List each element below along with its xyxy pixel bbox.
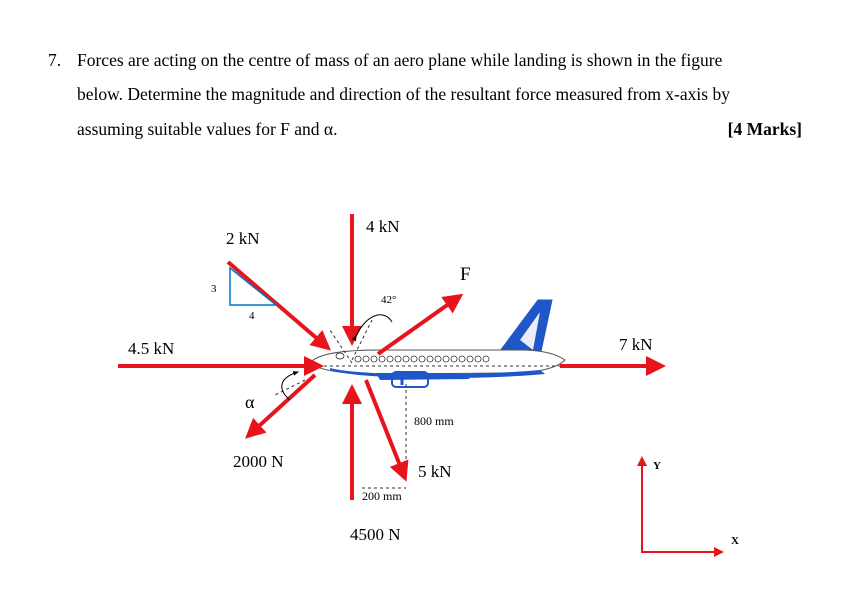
label-F: F xyxy=(460,264,471,285)
angle-arc-42 xyxy=(356,315,392,336)
label-4kN: 4 kN xyxy=(366,217,400,236)
question-number: 7. xyxy=(48,50,62,70)
marks-label: [4 Marks] xyxy=(727,119,802,139)
question-line-2: below. Determine the magnitude and direction of the resultant force measured from x-axis by xyxy=(77,84,730,104)
plane-tail-fin xyxy=(497,300,552,356)
question-line-3: assuming suitable values for F and α. xyxy=(77,119,338,139)
label-800mm: 800 mm xyxy=(414,414,454,428)
y-axis-label: Y xyxy=(653,460,661,472)
label-7kN: 7 kN xyxy=(619,335,653,354)
triangle-side-4: 4 xyxy=(249,310,255,322)
plane-wing xyxy=(376,373,470,380)
label-alpha: α xyxy=(245,392,255,412)
arrow-5kN xyxy=(366,380,405,478)
label-4500N: 4500 N xyxy=(350,525,401,544)
reference-axes xyxy=(641,458,739,552)
question-line-1: Forces are acting on the centre of mass of an aero plane while landing is shown in the figure xyxy=(77,50,723,70)
triangle-side-3: 3 xyxy=(211,283,217,295)
arrow-2000N xyxy=(248,375,315,436)
x-axis-label: X xyxy=(731,535,739,547)
construction-lines xyxy=(275,320,406,488)
label-4-5kN: 4.5 kN xyxy=(128,339,175,358)
label-2000N: 2000 N xyxy=(233,452,284,471)
label-200mm: 200 mm xyxy=(362,489,402,503)
label-42deg: 42° xyxy=(381,294,397,306)
force-labels xyxy=(128,217,653,544)
label-5kN: 5 kN xyxy=(418,462,452,481)
label-2kN: 2 kN xyxy=(226,229,260,248)
